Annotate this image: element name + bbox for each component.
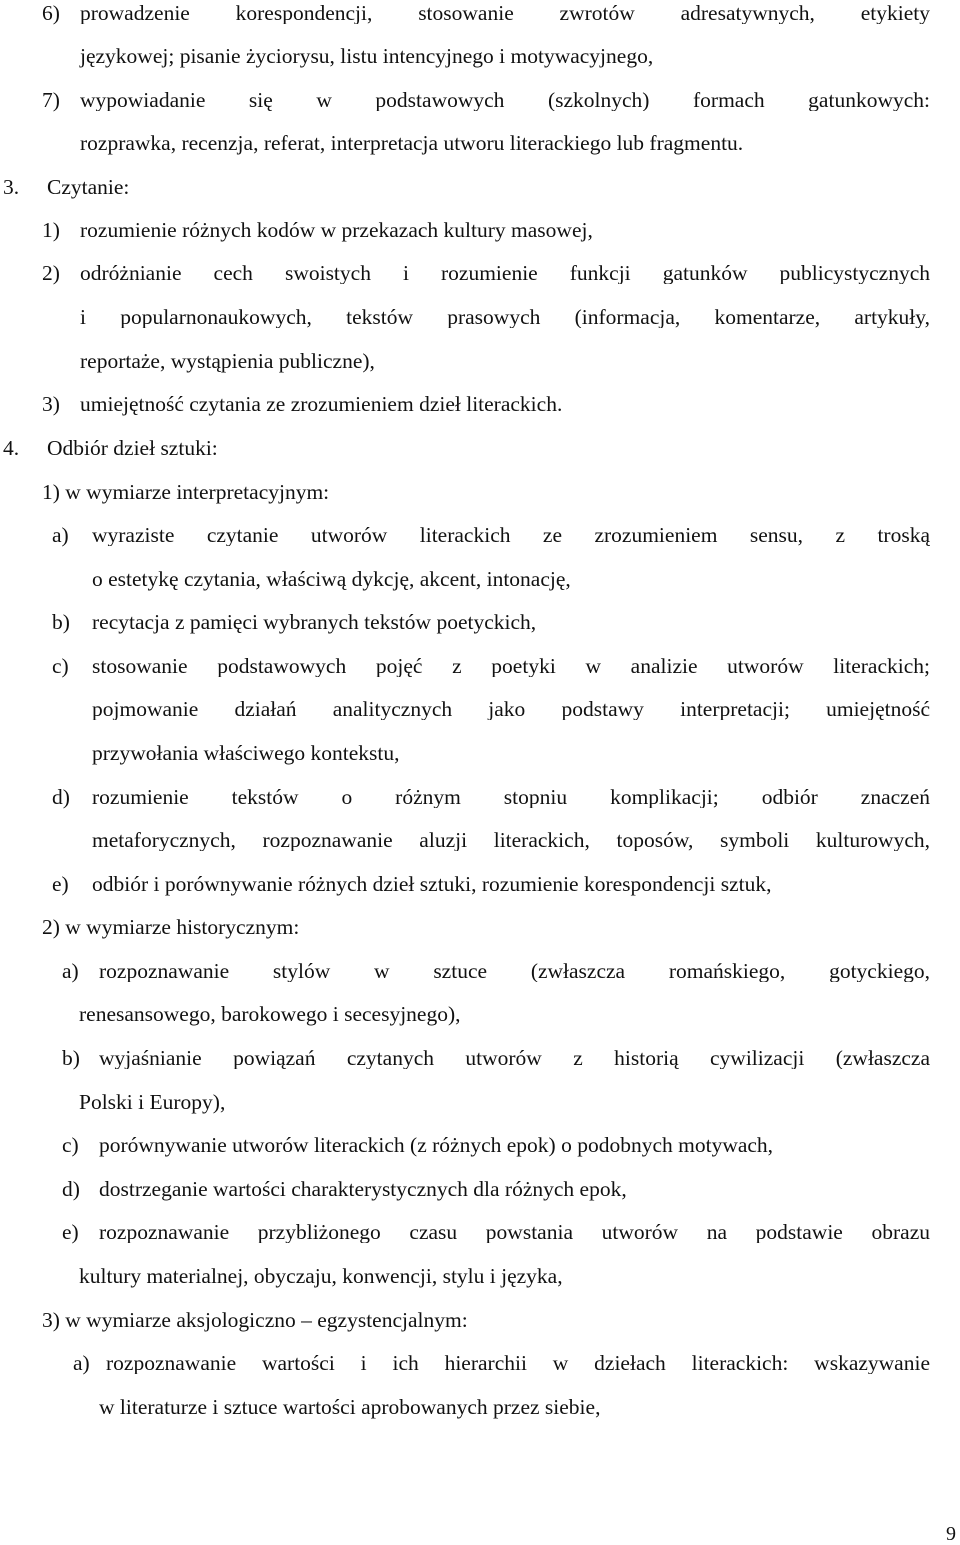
text-line: odróżnianie cech swoistych i rozumienie funkcji gatunków publicystycznych xyxy=(80,262,930,284)
text-line: reportaże, wystąpienia publiczne), xyxy=(80,349,375,373)
list-marker: c) xyxy=(52,654,69,678)
text-line: wypowiadanie się w podstawowych (szkolnych) formach gatunkowych: xyxy=(80,89,930,111)
list-marker: e) xyxy=(62,1220,79,1244)
list-marker: a) xyxy=(62,959,79,983)
text-line: stosowanie podstawowych pojęć z poetyki w analizie utworów literackich; xyxy=(92,655,930,677)
text-line: Polski i Europy), xyxy=(79,1090,226,1114)
text-line: i popularnonaukowych, tekstów prasowych (informacja, komentarze, artykuły, xyxy=(80,306,930,328)
list-marker: b) xyxy=(62,1046,80,1070)
list-marker: e) xyxy=(52,872,69,896)
text-line: wyraziste czytanie utworów literackich ze zrozumieniem sensu, z troską xyxy=(92,524,930,546)
text-line: Odbiór dzieł sztuki: xyxy=(47,436,218,460)
text-line: renesansowego, barokowego i secesyjnego), xyxy=(79,1002,461,1026)
list-marker: 2) xyxy=(42,261,60,285)
list-marker: b) xyxy=(52,610,70,634)
text-line: przywołania właściwego kontekstu, xyxy=(92,741,400,765)
list-marker: 6) xyxy=(42,1,60,25)
text-line: Czytanie: xyxy=(47,175,130,199)
text-line: 1) w wymiarze interpretacyjnym: xyxy=(42,480,330,504)
text-line: o estetykę czytania, właściwą dykcję, akcent, intonację, xyxy=(92,567,571,591)
text-line: porównywanie utworów literackich (z różnych epok) o podobnych motywach, xyxy=(99,1133,774,1157)
list-marker: d) xyxy=(62,1177,80,1201)
text-line: rozumienie tekstów o różnym stopniu komplikacji; odbiór znaczeń xyxy=(92,786,930,808)
text-line: 2) w wymiarze historycznym: xyxy=(42,915,300,939)
list-marker: 4. xyxy=(3,436,20,460)
list-marker: 3) xyxy=(42,392,60,416)
page-number: 9 xyxy=(946,1523,956,1545)
text-line: w literaturze i sztuce wartości aprobowanych przez siebie, xyxy=(99,1395,601,1419)
text-line: metaforycznych, rozpoznawanie aluzji literackich, toposów, symboli kulturowych, xyxy=(92,829,930,851)
text-line: 3) w wymiarze aksjologiczno – egzystencjalnym: xyxy=(42,1308,468,1332)
text-line: rozpoznawanie stylów w sztuce (zwłaszcza romańskiego, gotyckiego, xyxy=(99,960,930,982)
text-line: rozpoznawanie przybliżonego czasu powstania utworów na podstawie obrazu xyxy=(99,1221,930,1243)
list-marker: 7) xyxy=(42,88,60,112)
list-marker: 1) xyxy=(42,218,60,242)
list-marker: a) xyxy=(73,1351,90,1375)
text-line: pojmowanie działań analitycznych jako podstawy interpretacji; umiejętność xyxy=(92,698,930,720)
text-line: recytacja z pamięci wybranych tekstów poetyckich, xyxy=(92,610,537,634)
list-marker: a) xyxy=(52,523,69,547)
text-line: umiejętność czytania ze zrozumieniem dzieł literackich. xyxy=(80,392,563,416)
text-line: wyjaśnianie powiązań czytanych utworów z historią cywilizacji (zwłaszcza xyxy=(99,1047,930,1069)
text-line: rozprawka, recenzja, referat, interpretacja utworu literackiego lub fragmentu. xyxy=(80,131,744,155)
text-line: odbiór i porównywanie różnych dzieł sztuki, rozumienie korespondencji sztuk, xyxy=(92,872,772,896)
text-line: kultury materialnej, obyczaju, konwencji, stylu i języka, xyxy=(79,1264,563,1288)
text-line: językowej; pisanie życiorysu, listu intencyjnego i motywacyjnego, xyxy=(80,44,654,68)
text-line: rozpoznawanie wartości i ich hierarchii w dziełach literackich: wskazywanie xyxy=(106,1352,930,1374)
list-marker: d) xyxy=(52,785,70,809)
text-line: dostrzeganie wartości charakterystycznych dla różnych epok, xyxy=(99,1177,627,1201)
text-line: rozumienie różnych kodów w przekazach kultury masowej, xyxy=(80,218,593,242)
list-marker: 3. xyxy=(3,175,20,199)
list-marker: c) xyxy=(62,1133,79,1157)
text-line: prowadzenie korespondencji, stosowanie zwrotów adresatywnych, etykiety xyxy=(80,2,930,24)
